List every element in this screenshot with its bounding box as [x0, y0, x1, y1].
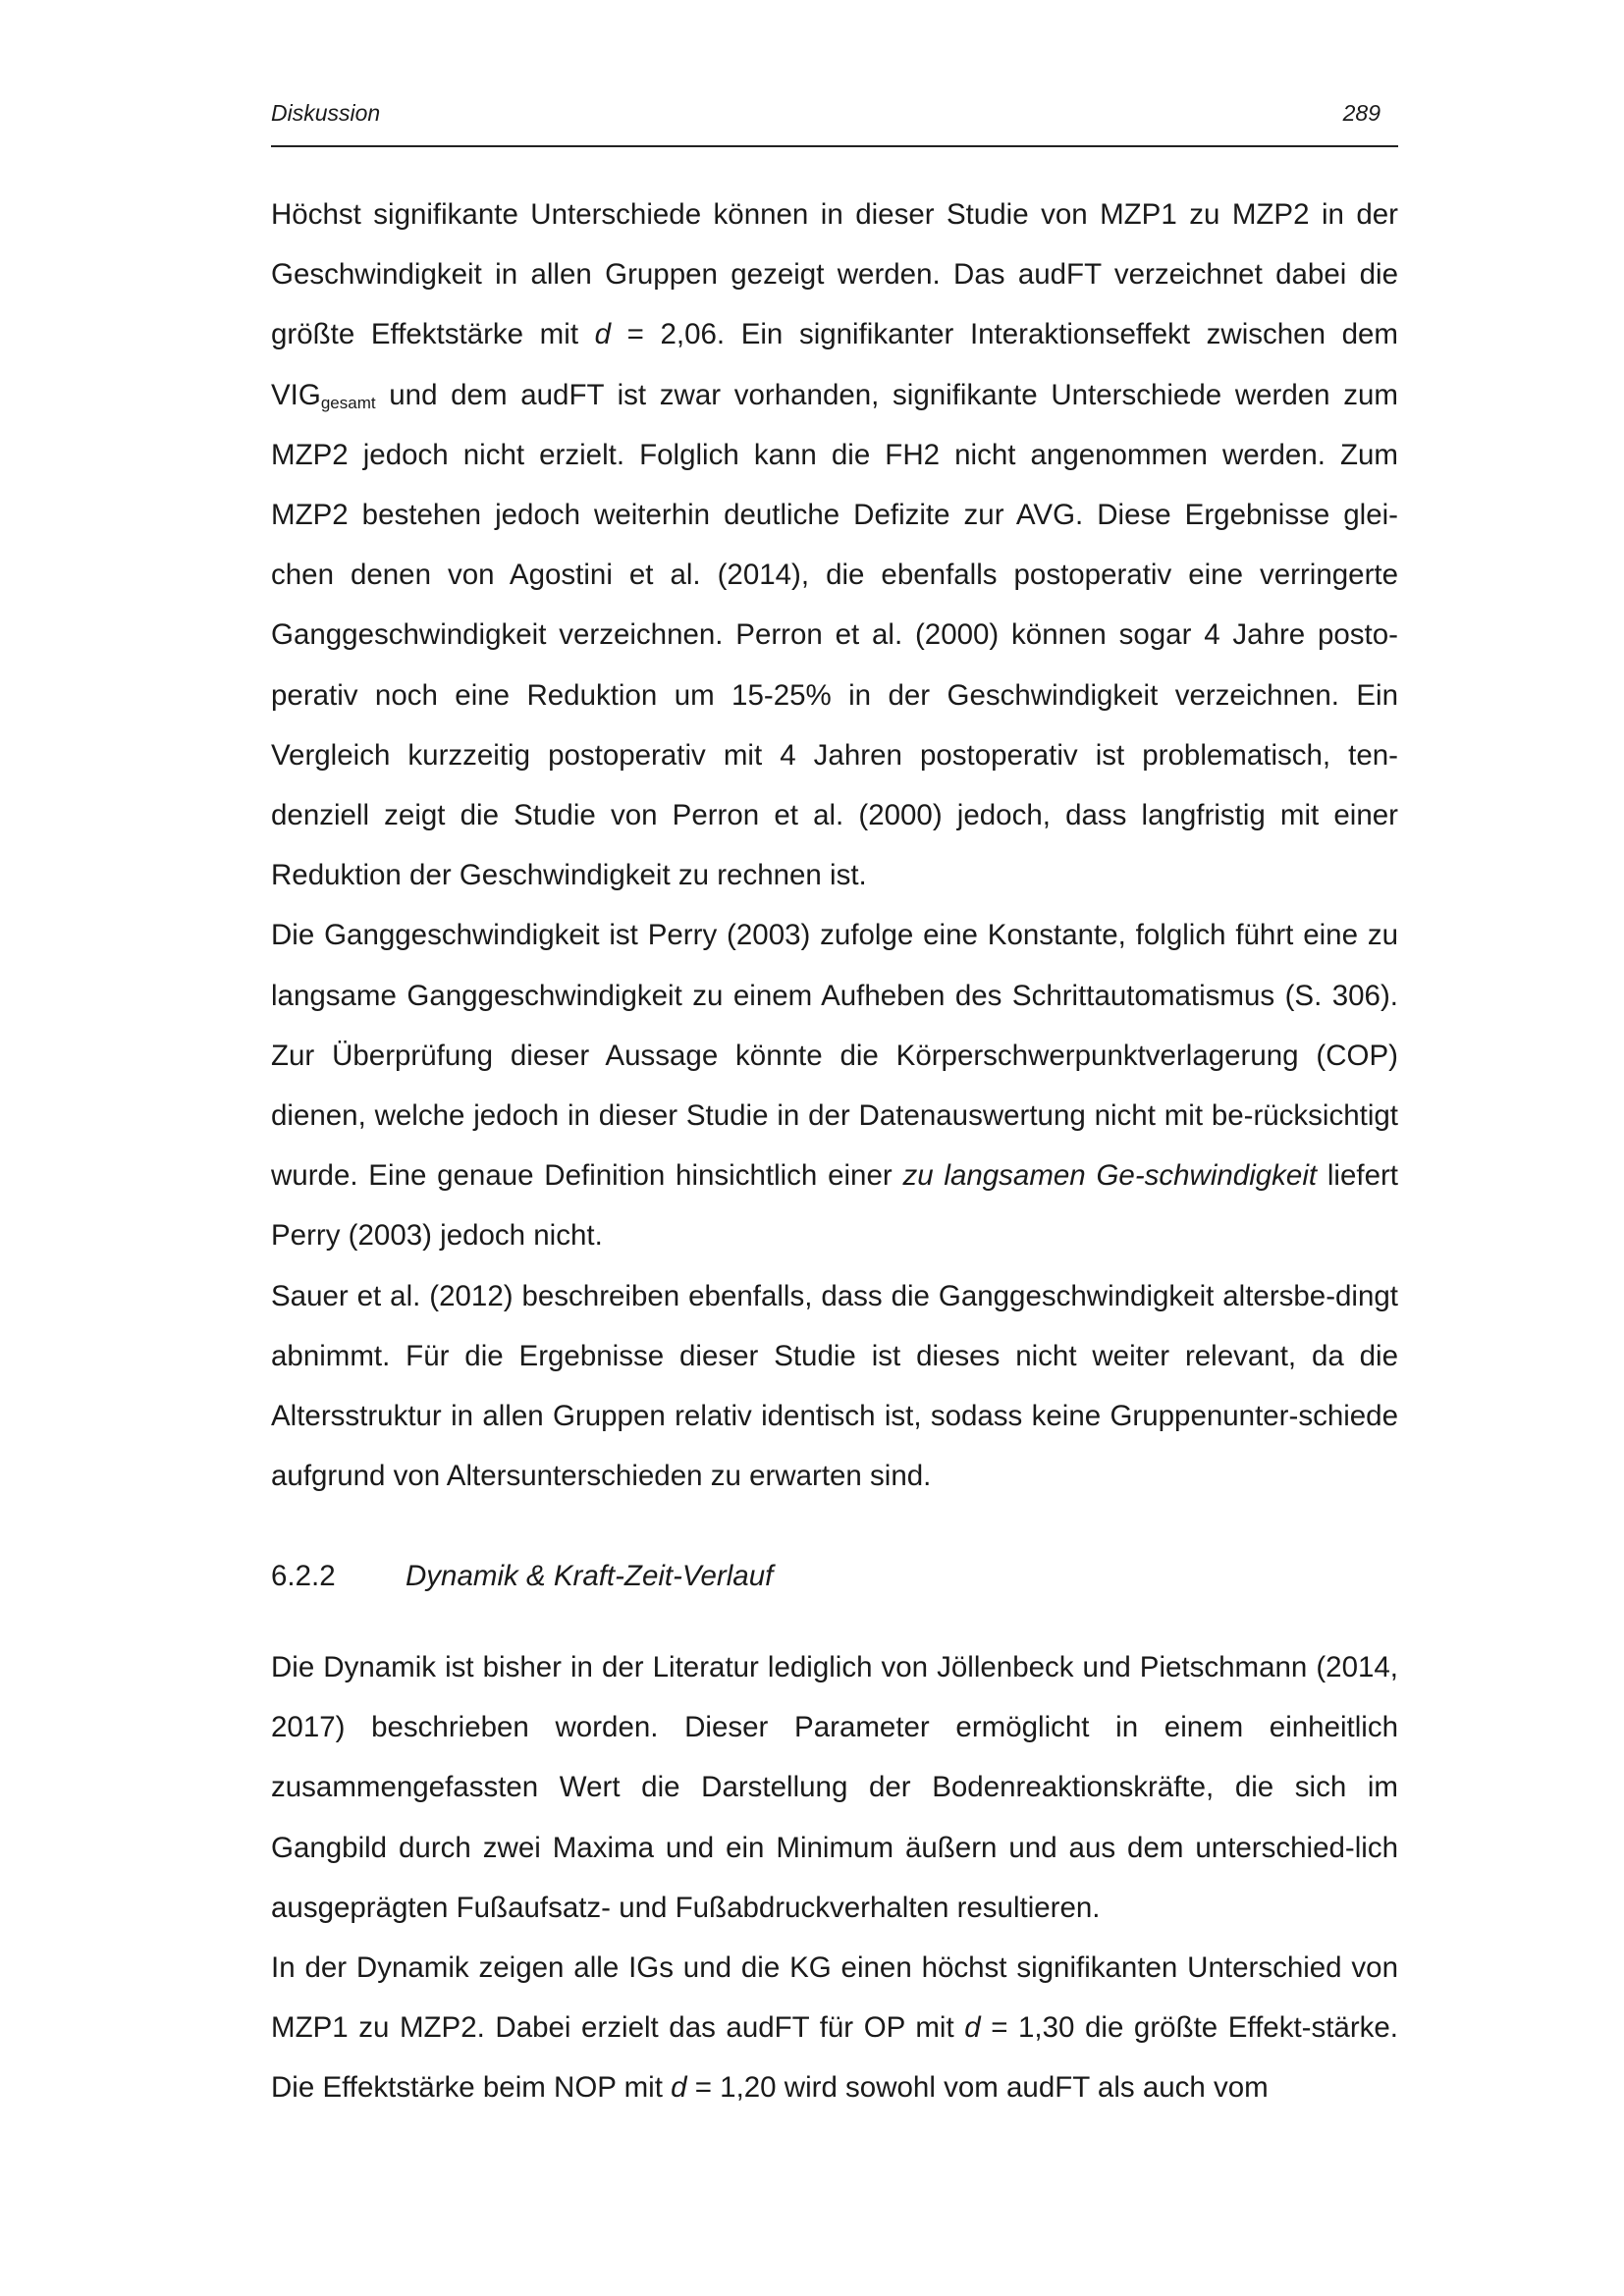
- paragraph-dynamics-intro: Die Dynamik ist bisher in der Literatur lediglich von Jöllenbeck und Pietschmann (2014, 2017) beschrieben worden. Dieser Parameter ermöglicht in einem einheitlich zusammengefassten Wert die Darstellung der Bodenreaktionskräfte, die sich im Gangbild durch zwei Maxima und ein Minimum äußern und aus dem unterschied-lich ausgeprägten Fußaufsatz- und Fußabdruckverhalten resultieren.: [271, 1651, 1398, 1924]
- header-title: Diskussion: [271, 100, 381, 126]
- paragraph-velocity-results: Höchst signifikante Unterschiede können in dieser Studie von MZP1 zu MZP2 in der Geschwindigkeit in allen Gruppen gezeigt werden. Das audFT verzeichnet dabei die größte Effektstärke mit d = 2,06. Ein signifikanter Interaktionseffekt zwischen dem $VIG_{gesamt}$ und dem audFT ist zwar vorhanden, signifikante Unterschiede werden zum MZP2 jedoch nicht erzielt. Folglich kann die FH2 nicht angenommen werden. Zum MZP2 bestehen jedoch weiterhin deutliche Defizite zur AVG. Diese Ergebnisse glei-chen denen von Agostini et al. (2014), die ebenfalls postoperativ eine verringerte Ganggeschwindigkeit verzeichnen. Perron et al. (2000) können sogar 4 Jahre posto-perativ noch eine Reduktion um 15-25% in der Geschwindigkeit verzeichnen. Ein Vergleich kurzzeitig postoperativ mit 4 Jahren postoperativ ist problematisch, ten-denziell zeigt die Studie von Perron et al. (2000) jedoch, dass langfristig mit einer Reduktion der Geschwindigkeit zu rechnen ist.: [271, 198, 1398, 892]
- effect-size-symbol: d: [671, 2071, 687, 2105]
- body-text-lower: [271, 1637, 1398, 2118]
- running-header: [271, 96, 1398, 147]
- emphasis-slow-speed: zu langsamen Ge-schwindigkeit: [902, 1159, 1318, 1193]
- paragraph-dynamics-results: In der Dynamik zeigen alle IGs und die KG einen höchst signifikanten Unterschied von MZP1 zu MZP2. Dabei erzielt das audFT für OP mit d = 1,30 die größte Effekt-stärke. Die Effektstärke beim NOP mit d = 1,20 wird sowohl vom audFT als auch vom: [271, 1951, 1399, 2105]
- subscript-gesamt: gesamt: [320, 393, 376, 412]
- effect-size-symbol: d: [964, 2011, 981, 2045]
- section-heading: [271, 1557, 1398, 1596]
- paragraph-sauer: Sauer et al. (2012) beschreiben ebenfalls, dass die Ganggeschwindigkeit altersbe-dingt abnimmt. Für die Ergebnisse dieser Studie ist dieses nicht weiter relevant, da die Altersstruktur in allen Gruppen relativ identisch ist, sodass keine Gruppenunter-schiede aufgrund von Altersunterschieden zu erwarten sind.: [271, 1279, 1398, 1493]
- body-text-upper: [271, 185, 1398, 1506]
- section-title: Dynamik & Kraft-Zeit-Verlauf: [406, 1560, 774, 1592]
- effect-size-symbol: d: [594, 318, 612, 351]
- section-number: 6.2.2: [271, 1560, 336, 1592]
- paragraph-perry: Die Ganggeschwindigkeit ist Perry (2003) zufolge eine Konstante, folglich führt eine zu langsame Ganggeschwindigkeit zu einem Aufheben des Schrittautomatismus (S. 306). Zur Überprüfung dieser Aussage könnte die Körperschwerpunktverlagerung (COP) dienen, welche jedoch in dieser Studie in der Datenauswertung nicht mit be-rücksichtigt wurde. Eine genaue Definition hinsichtlich einer zu langsamen Ge-schwindigkeit liefert Perry (2003) jedoch nicht.: [271, 919, 1398, 1253]
- page-number: 289: [1342, 100, 1380, 126]
